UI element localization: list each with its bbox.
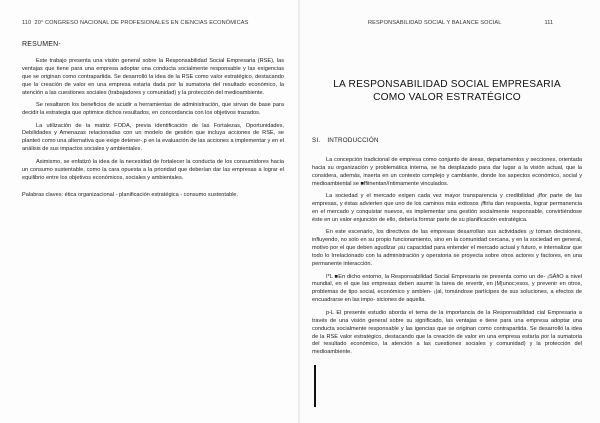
abstract-body (22, 58, 284, 205)
section-title: INTRODUCCIÓN (327, 137, 379, 144)
section-heading (312, 137, 386, 144)
left-page-number: 110 (22, 20, 32, 26)
introduction-body (312, 157, 582, 362)
intro-paragraph-2: La sociedad y el mercado exigen cada vez mayor transparencia y credibilidad ¡ffor parte de las empresas, y éstas advierten que uno de los caminos más exitosos ¡ffiría dan respuesta, lograr permanencia en el mercado y conquistar nuevos, es implementar una gestión socialmente responsable, convirtiéndose éste en un valor enjunción de ello, debería formar parte de su planificación estratégica. (312, 193, 582, 223)
intro-paragraph-5: p-L El presente estudio aborda el tema de la importancia de la Responsabilidad cial Empresaria a través de una visión general sobre su significado, las ventajas e tiene para una empresa adoptar una conducta socialmente responsable y las igencias que se originan como contrapartida. Se desarrolló la idea de la RSE valor estratégico, destacando que la creación de valor en una empresa estaría por la sumatoria del resultado económico, la atención a las cuestiones sociales y comunidad) y la protección del medioambiente. (312, 309, 582, 356)
right-page-number: 111 (544, 20, 554, 26)
abstract-paragraph-2: Se resaltaron los beneficios de acudir a herramientas de administración, que sirvan de base para decidir la estrategia que optimice dichos resultados, en concordancia con los objetivos trazados. (22, 102, 284, 117)
abstract-paragraph-1: Este trabajo presenta una visión general sobre la Responsabilidad Social Empresaria (RSE), las ventajas que tiene para una empresa adoptar una conducta socialmente responsable y las exigencias que se originan como contrapartida. Se desarrolló la idea de la RSE como valor estratégico, destacando que la creación de valor en una empresa estaría dada por la sumatoria del resultado económico, la atención a las cuestiones sociales (trabajadores y comunidad) y la protección del medioambiente. (22, 58, 284, 96)
intro-paragraph-4: I*L ■En dicho entorno, la Responsabilidad Social Empresaria se presenta como un de- ¡SÁfiO a nivel mundial, en el que las empresas deben asumir la tarea de revertir, en |M|unoc;esos, y prevenir en otros, problemas de tipo social, económico y amblen- ¡|al, tomándose partícipes de sus soluciones, a efectos de encuadrarse en las impo- siciones de aquella. (312, 273, 582, 304)
left-running-head-text: 20° CONGRESO NACIONAL DE PROFESIONALES EN CIENCIAS ECONÓMICAS (34, 20, 249, 26)
intro-paragraph-1: La concepción tradicional de empresa como conjunto de áreas, departamentos y secciones, orientada hacia su organización y problemática interna, se ha desplazado para dar lugar a la visión actual, que la considera, además, inserta en un contexto complejo y cambiante, donde los aspectos económico, social y medioambiental se ■ffiinentan/íntimamente vinculados. (312, 157, 582, 187)
left-running-header (22, 20, 248, 26)
abstract-paragraph-4: Asimismo, se enfatizó la idea de la necesidad de fortalecer la conducta de los consumidores hacia un consumo sustentable, como la cara opuesta a la prioridad que deberían dar las empresas a lograr el equilibrio entre los objetivos económicos, sociales y ambientales. (22, 158, 284, 181)
scan-artifact-bar (314, 365, 316, 407)
keywords: Palabras claves: ética organizacional - planificación estratégica - consumo sustentable. (22, 192, 239, 199)
right-running-head-text: RESPONSABILIDAD SOCIAL Y BALANCE SOCIAL (368, 20, 502, 26)
article-title-line-2: COMO VALOR ESTRATÉGICO (373, 92, 521, 103)
abstract-paragraph-3: La utilización de la matriz FODA, previa identificación de las Fortalezas, Oportunidades, Debilidades y Amenazas relacionadas con un modelo de gestión que incluya acciones de RSE, se planteó como una alternativa que exige detener-,p en la evaluación de las acciones a implementar y en el análisis de sus impactos sociales y ambientales. (22, 122, 284, 153)
abstract-heading: RESUMEN- (22, 41, 61, 48)
right-running-header (368, 20, 553, 26)
article-title (312, 78, 582, 104)
section-number: SI. (312, 137, 321, 144)
article-title-line-1: LA RESPONSABILIDAD SOCIAL EMPRESARIA (333, 79, 561, 90)
intro-paragraph-3: En este escenario, los directivos de las empresas desarrollan sus actividades ¡y toman decisiones, influyendo, no solo en su propio funcionamiento, sino en la comunidad cercana, y en la sociedad en general, motivo por el que deben agudizar ¡su capacidad para entender el mercado actual y futuro, e internalizar que todo lo Irrelacionado con la administración y operatoria se proyecta sobre otros actores y factores, en una permanente interacción. (312, 229, 582, 268)
